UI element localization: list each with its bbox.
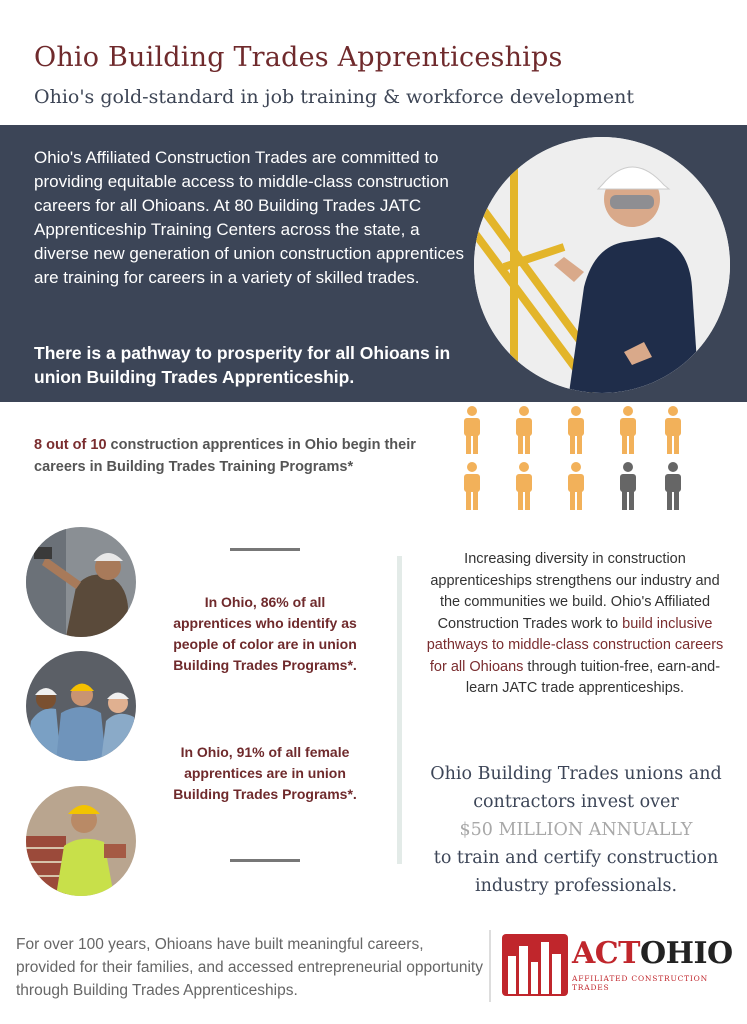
apprentice-stat bbox=[34, 434, 434, 478]
diversity-paragraph bbox=[420, 549, 730, 700]
person-icon-empty bbox=[663, 462, 683, 510]
page-subtitle: Ohio's gold-standard in job training & workforce development bbox=[34, 86, 635, 108]
logo-act: ACT bbox=[572, 936, 640, 971]
intro-bold-statement: There is a pathway to prosperity for all Ohioans in union Building Trades Apprenticeship. bbox=[34, 343, 451, 387]
actohio-logo bbox=[502, 934, 732, 996]
skyline-icon bbox=[502, 934, 568, 996]
intro-paragraph: Ohio's Affiliated Construction Trades are committed to providing equitable access to middle-class construction careers for all Ohioans. At 80 Building Trades JATC Apprenticeship Training Centers across the state, a diverse new generation of union construction apprentices are training for careers in a variety of skilled trades. bbox=[34, 148, 464, 287]
person-icon-filled bbox=[462, 406, 482, 454]
workers-group-photo bbox=[26, 651, 136, 761]
apprentice-stat-highlight: 8 out of 10 bbox=[34, 437, 107, 453]
person-icon-filled bbox=[514, 406, 534, 454]
diversity-part1: Increasing diversity in construction apprenticeships strengthens our industry and the communities we build. Ohio's Affiliated Construction Trades work to bbox=[430, 551, 720, 632]
logo-ohio: OHIO bbox=[639, 936, 733, 971]
person-icon-filled bbox=[462, 462, 482, 510]
logo-tagline: AFFILIATED CONSTRUCTION TRADES bbox=[572, 974, 708, 992]
apprentice-stat-rest: construction apprentices in Ohio begin their careers in Building Trades Training Programs* bbox=[34, 437, 416, 475]
investment-amount: $50 MILLION ANNUALLY bbox=[459, 820, 693, 840]
electrician-photo bbox=[26, 527, 136, 637]
person-icon-filled bbox=[566, 462, 586, 510]
diversity-part2: through tuition-free, earn-and-learn JATC trade apprenticeships. bbox=[465, 658, 721, 696]
logo-wordmark bbox=[572, 936, 733, 971]
person-icon-empty bbox=[618, 462, 638, 510]
person-icon-filled bbox=[618, 406, 638, 454]
page-title: Ohio Building Trades Apprenticeships bbox=[34, 42, 563, 73]
diversity-highlight: build inclusive pathways to middle-class construction careers for all Ohioans bbox=[426, 615, 724, 675]
divider-bottom bbox=[230, 859, 300, 862]
footer-divider bbox=[489, 930, 491, 1002]
person-icon-filled bbox=[663, 406, 683, 454]
investment-line1: Ohio Building Trades unions and contractors invest over bbox=[430, 764, 722, 812]
mason-photo bbox=[26, 786, 136, 896]
investment-line2: to train and certify construction industry professionals. bbox=[433, 848, 719, 896]
vertical-divider bbox=[397, 556, 402, 864]
female-apprentices-stat: In Ohio, 91% of all female apprentices are in union Building Trades Programs*. bbox=[173, 744, 357, 802]
apprentice-photo bbox=[474, 137, 730, 393]
people-pictogram bbox=[462, 406, 692, 516]
person-icon-filled bbox=[566, 406, 586, 454]
people-of-color-stat: In Ohio, 86% of all apprentices who identify as people of color are in union Building Trades Programs*. bbox=[173, 594, 357, 673]
footer-text: For over 100 years, Ohioans have built meaningful careers, provided for their families, and accessed entrepreneurial opportunity through Building Trades Apprenticeships. bbox=[16, 936, 483, 999]
investment-statement bbox=[418, 760, 734, 900]
person-icon-filled bbox=[514, 462, 534, 510]
divider-top bbox=[230, 548, 300, 551]
